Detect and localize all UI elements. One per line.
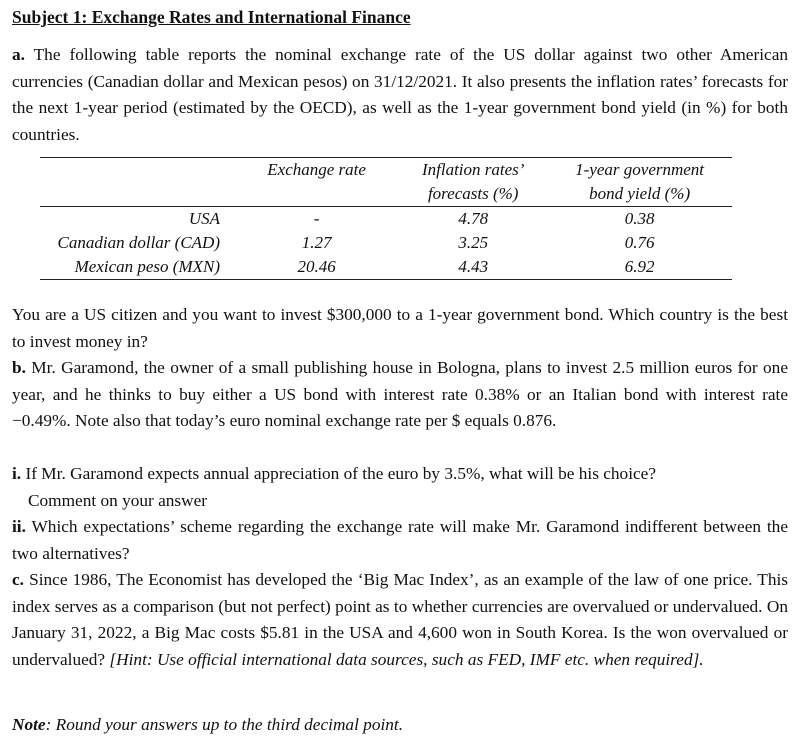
header-bond-yield: 1-year government bond yield (%) xyxy=(575,160,705,203)
question-a-paragraph: You are a US citizen and you want to invest $300,000 to a 1-year government bond. Which country is the best to invest money in? xyxy=(12,305,788,351)
part-c-label: c. xyxy=(12,570,24,589)
part-b-i-paragraph xyxy=(12,461,788,488)
table-row xyxy=(40,231,732,255)
cell-exchange: - xyxy=(313,209,320,228)
part-b-ii-label: ii. xyxy=(12,517,26,536)
part-b-i-label: i. xyxy=(12,464,22,483)
cell-country: Mexican peso (MXN) xyxy=(74,257,220,276)
note-text: : Round your answers up to the third decimal point. xyxy=(45,715,404,734)
part-b-label: b. xyxy=(12,358,26,377)
note-line xyxy=(12,712,788,739)
cell-exchange: 20.46 xyxy=(297,257,336,276)
header-exchange-rate: Exchange rate xyxy=(267,160,366,179)
subject-title: Subject 1: Exchange Rates and International Finance xyxy=(12,7,411,27)
part-a-label: a. xyxy=(12,45,25,64)
part-a-text: The following table reports the nominal exchange rate of the US dollar against two other American currencies (Canadian dollar and Mexican pesos) on 31/12/2021. It also presents the inflation rates’ forecasts for the next 1-year period (estimated by the OECD), as well as the 1-year government bond yield (in %) for both countries. xyxy=(12,45,788,144)
table-row xyxy=(40,255,732,280)
exchange-rate-table xyxy=(40,157,732,280)
header-inflation: Inflation rates’ forecasts (%) xyxy=(421,160,525,203)
cell-country: USA xyxy=(188,209,220,228)
part-c-paragraph xyxy=(12,567,788,673)
cell-inflation: 4.78 xyxy=(458,209,489,228)
part-b-ii-paragraph xyxy=(12,514,788,567)
header-country xyxy=(40,158,234,207)
part-b-ii-text: Which expectations’ scheme regarding the exchange rate will make Mr. Garamond indifferent between the two alternatives? xyxy=(12,517,788,563)
cell-bond: 0.38 xyxy=(624,209,655,228)
cell-inflation: 4.43 xyxy=(458,257,489,276)
part-a-paragraph xyxy=(12,42,788,148)
part-b-text: Mr. Garamond, the owner of a small publishing house in Bologna, plans to invest 2.5 million euros for one year, and he thinks to buy either a US bond with interest rate 0.38% or an Italian bond with interest rate −0.49%. Note also that today’s euro nominal exchange rate per $ equals 0.876. xyxy=(12,358,788,430)
part-c-text: Since 1986, The Economist has developed the ‘Big Mac Index’, as an example of the law of one price. This index serves as a comparison (but not perfect) point as to whether currencies are overvalued or undervalued. On January 31, 2022, a Big Mac costs $5.81 in the USA and 4,600 won in South Korea. Is the won overvalued or undervalued? xyxy=(12,570,788,669)
cell-country: Canadian dollar (CAD) xyxy=(57,233,220,252)
note-label: Note xyxy=(12,715,46,734)
cell-bond: 6.92 xyxy=(624,257,655,276)
part-b-i-continuation: Comment on your answer xyxy=(28,491,208,510)
part-b-i-text: If Mr. Garamond expects annual appreciation of the euro by 3.5%, what will be his choice? xyxy=(25,464,657,483)
cell-bond: 0.76 xyxy=(624,233,655,252)
table-row xyxy=(40,207,732,232)
part-c-hint: [Hint: Use official international data sources, such as FED, IMF etc. when required]. xyxy=(109,649,704,669)
table-header-row xyxy=(40,158,732,207)
cell-inflation: 3.25 xyxy=(458,233,489,252)
part-b-paragraph xyxy=(12,355,788,435)
cell-exchange: 1.27 xyxy=(301,233,332,252)
